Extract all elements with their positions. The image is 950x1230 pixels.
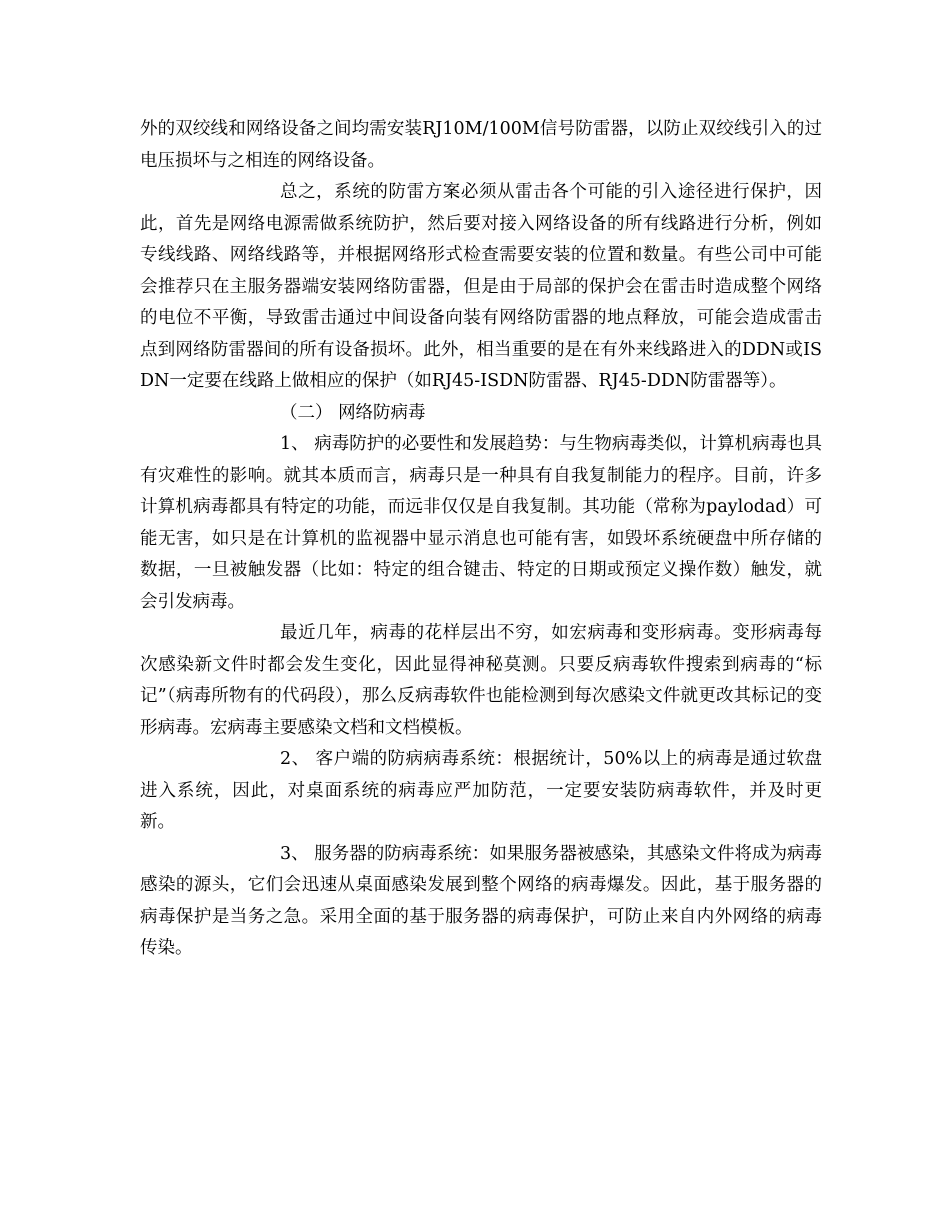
section-heading-network-antivirus: （二） 网络防病毒 bbox=[280, 402, 426, 423]
paragraph-summary: 总之，系统的防雷方案必须从雷击各个可能的引入途径进行保护，因此，首先是网络电源需做系统防护，然后要对接入网络设备的所有线路进行分析，例如专线线路、网络线路等，并根据网络形式检查需要安装的位置和数量。有些公司中可能会推荐只在主服务器端安装网络防雷器，但是由于局部的保护会在雷击时造成整个网络的电位不平衡，导致雷击通过中间设备向装有网络防雷器的地点释放，可能会造成雷击点到网络防雷器间的所有设备损坏。此外，相当重要的是在有外来线路进入的DDN或ISDN一定要在线路上做相应的保护（如RJ45-ISDN防雷器、RJ45-DDN防雷器等）。 bbox=[140, 182, 822, 391]
document-page bbox=[140, 114, 822, 965]
paragraph-item-1-continued: 最近几年，病毒的花样层出不穷，如宏病毒和变形病毒。变形病毒每次感染新文件时都会发生变化，因此显得神秘莫测。只要反病毒软件搜索到病毒的“标记”（病毒所物有的代码段），那么反病毒软件也能检测到每次感染文件就更改其标记的变形病毒。宏病毒主要感染文档和文档模板。 bbox=[140, 623, 822, 738]
paragraph-intro-continuation: 外的双绞线和网络设备之间均需安装RJ10M/100M信号防雷器，以防止双绞线引入的过电压损坏与之相连的网络设备。 bbox=[140, 119, 822, 171]
paragraph-item-2: 2、 客户端的防病病毒系统：根据统计，50%以上的病毒是通过软盘进入系统，因此，对桌面系统的病毒应严加防范，一定要安装防病毒软件，并及时更新。 bbox=[140, 749, 822, 832]
paragraph-item-3: 3、 服务器的防病毒系统：如果服务器被感染，其感染文件将成为病毒感染的源头，它们会迅速从桌面感染发展到整个网络的病毒爆发。因此，基于服务器的病毒保护是当务之急。采用全面的基于服务器的病毒保护，可防止来自内外网络的病毒传染。 bbox=[140, 843, 822, 958]
paragraph-item-1: 1、 病毒防护的必要性和发展趋势：与生物病毒类似，计算机病毒也具有灾难性的影响。就其本质而言，病毒只是一种具有自我复制能力的程序。目前，许多计算机病毒都具有特定的功能，而远非仅仅是自我复制。其功能（常称为paylodad）可能无害，如只是在计算机的监视器中显示消息也可能有害，如毁坏系统硬盘中所存储的数据，一旦被触发器（比如：特定的组合键击、特定的日期或预定义操作数）触发，就会引发病毒。 bbox=[140, 434, 822, 612]
